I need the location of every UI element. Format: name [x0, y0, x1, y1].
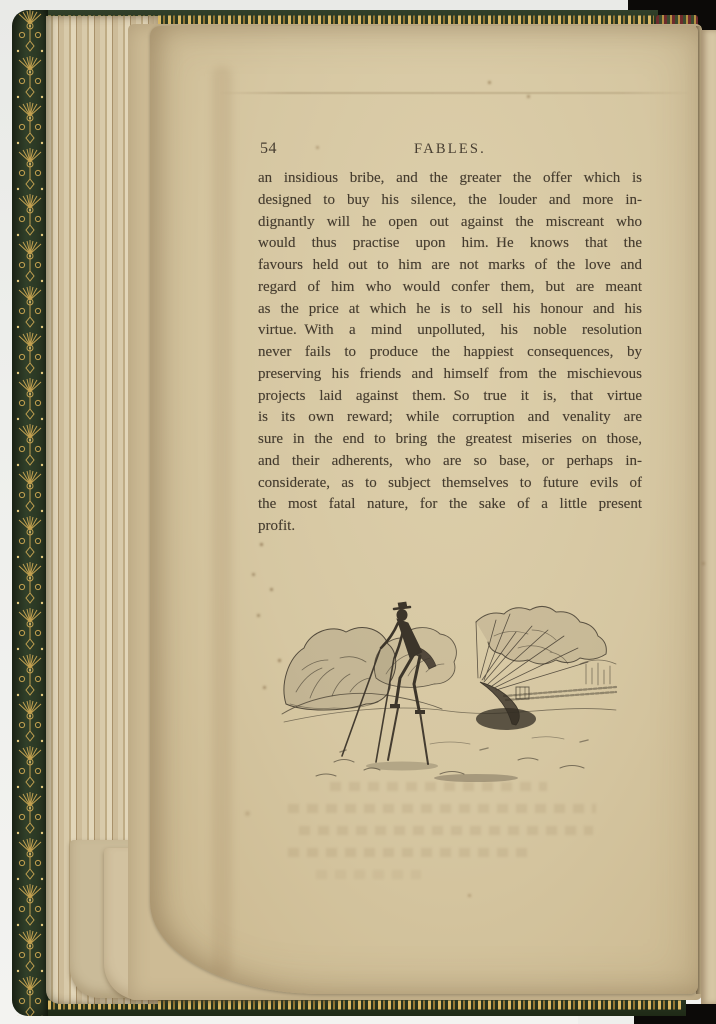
body-line: the most fatal nature, for the sake of a little present — [258, 496, 642, 513]
man-on-stilts-engraving — [280, 592, 620, 792]
body-line: favours held out to him are not marks of the love and — [258, 257, 642, 273]
foxing-spots — [150, 26, 153, 29]
body-line: regard of him who would confer them, but are meant — [258, 278, 642, 295]
body-line: preserving his friends and himself from the mischievous — [258, 365, 642, 382]
body-line: would thus practise upon him. He knows that the — [258, 235, 642, 252]
body-line: and their adherents, who are so base, or perhaps in- — [258, 452, 642, 469]
body-line: profit. — [258, 518, 296, 534]
body-line: dignantly will he open out against the miscreant who — [258, 213, 642, 230]
body-text — [258, 168, 642, 538]
body-line: sure in the end to bring the greatest miseries on those, — [258, 431, 642, 447]
body-line: considerate, as to subject themselves to future evils of — [258, 474, 642, 491]
body-line: designed to buy his silence, the louder and more in- — [258, 191, 642, 208]
book-page — [150, 26, 698, 994]
body-line: an insidious bribe, and the greater the offer which is — [258, 170, 642, 186]
body-line: is its own reward; while corruption and venality are — [258, 409, 642, 426]
body-line: never fails to produce the happiest consequences, by — [258, 344, 642, 360]
next-page-sliver — [701, 30, 716, 1004]
page-crease — [220, 92, 690, 94]
book-cover-left-edge — [12, 10, 48, 1016]
running-title: FABLES. — [414, 141, 486, 157]
water-stain — [212, 66, 232, 976]
body-line: projects laid against them. So true it is, that virtue — [258, 387, 642, 404]
body-line: virtue. With a mind unpolluted, his noble resolution — [258, 322, 642, 339]
show-through-text — [288, 782, 638, 892]
body-line: as the price at which he is to sell his honour and his — [258, 300, 642, 317]
page-number: 54 — [260, 140, 277, 157]
page-header — [258, 140, 642, 160]
gold-tooling-left — [12, 10, 48, 1016]
